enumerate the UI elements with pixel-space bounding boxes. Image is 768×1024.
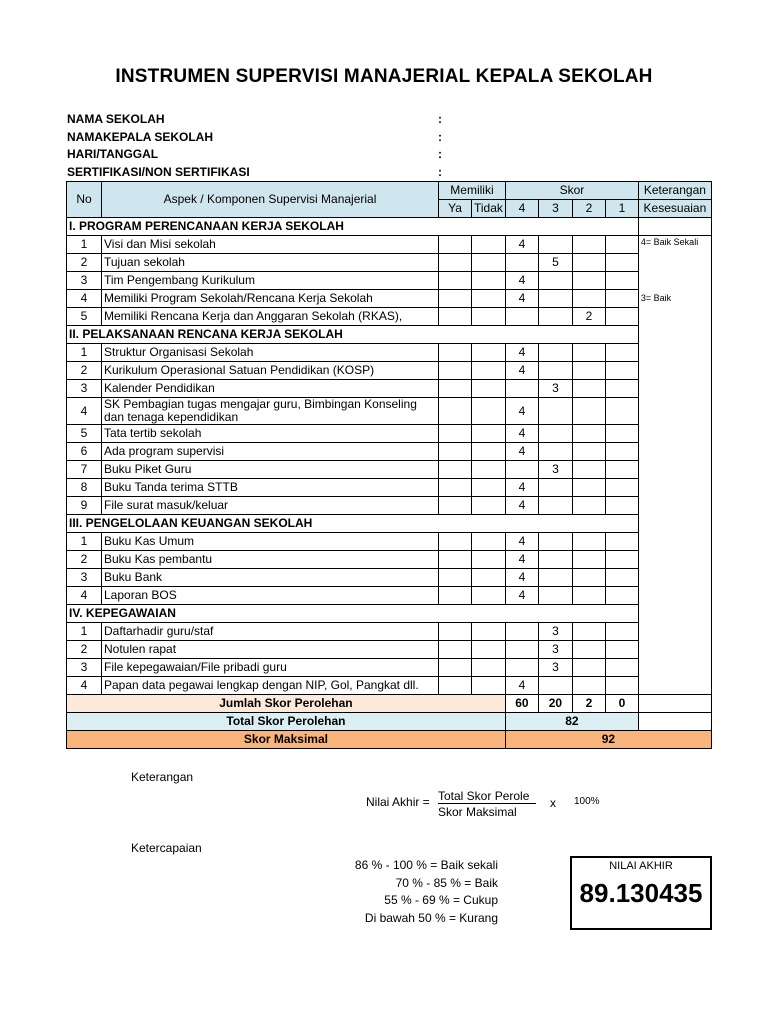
info-row-nama-kepala-sekolah [67, 129, 467, 147]
formula-times: x [550, 796, 556, 810]
row-skor-4: 4 [505, 290, 538, 308]
formula-label: Nilai Akhir = [366, 795, 430, 809]
row-ya [439, 236, 472, 254]
row-tidak [472, 290, 506, 308]
row-item: Visi dan Misi sekolah [102, 236, 439, 254]
row-skor-3 [538, 551, 572, 569]
row-item: Buku Kas pembantu [102, 551, 439, 569]
keterangan-cell [638, 659, 711, 677]
row-ya [439, 587, 472, 605]
formula-numerator: Total Skor Perole [438, 789, 536, 804]
header-aspek: Aspek / Komponen Supervisi Manajerial [102, 182, 439, 218]
row-ya [439, 308, 472, 326]
row-skor-3 [538, 497, 572, 515]
row-skor-2 [572, 659, 605, 677]
row-no: 2 [67, 551, 102, 569]
row-no: 5 [67, 308, 102, 326]
nilai-akhir-box [570, 856, 712, 930]
jumlah-skor-1: 0 [605, 695, 638, 713]
info-label: NAMAKEPALA SEKOLAH [67, 129, 213, 144]
row-skor-2 [572, 677, 605, 695]
keterangan-cell [638, 254, 711, 272]
row-skor-4: 4 [505, 236, 538, 254]
row-tidak [472, 677, 506, 695]
row-skor-2 [572, 533, 605, 551]
info-block [67, 111, 467, 181]
row-skor-3: 3 [538, 461, 572, 479]
keterangan-cell [638, 362, 711, 380]
formula-percent: 100% [574, 796, 600, 807]
header-ya: Ya [439, 200, 472, 218]
ketercapaian-scale [330, 857, 498, 927]
keterangan-cell [638, 713, 711, 731]
row-item: Papan data pegawai lengkap dengan NIP, Gol, Pangkat dll. [102, 677, 439, 695]
row-no: 4 [67, 398, 102, 425]
keterangan-cell [638, 605, 711, 623]
row-item: Buku Tanda terima STTB [102, 479, 439, 497]
row-no: 1 [67, 236, 102, 254]
scale-item: 55 % - 69 % = Cukup [384, 893, 498, 907]
row-skor-4: 4 [505, 587, 538, 605]
row-skor-4 [505, 254, 538, 272]
row-ya [439, 659, 472, 677]
jumlah-skor-4: 60 [505, 695, 538, 713]
table-row [67, 236, 712, 254]
row-skor-3: 5 [538, 254, 572, 272]
table-row [67, 254, 712, 272]
row-tidak [472, 344, 506, 362]
row-skor-2 [572, 344, 605, 362]
row-item: File surat masuk/keluar [102, 497, 439, 515]
row-skor-1 [605, 308, 638, 326]
row-tidak [472, 236, 506, 254]
row-ya [439, 479, 472, 497]
table-row [67, 677, 712, 695]
row-skor-1 [605, 533, 638, 551]
row-skor-4 [505, 308, 538, 326]
ketercapaian-label: Ketercapaian [131, 841, 202, 855]
table-row [67, 641, 712, 659]
row-item: Tata tertib sekolah [102, 425, 439, 443]
row-skor-3 [538, 587, 572, 605]
row-ya [439, 398, 472, 425]
row-skor-2 [572, 551, 605, 569]
row-item: Daftarhadir guru/staf [102, 623, 439, 641]
row-skor-1 [605, 641, 638, 659]
row-skor-3 [538, 569, 572, 587]
scale-item: 86 % - 100 % = Baik sekali [354, 858, 498, 872]
row-skor-2 [572, 362, 605, 380]
row-skor-2 [572, 497, 605, 515]
section-title: II. PELAKSANAAN RENCANA KERJA SEKOLAH [67, 326, 639, 344]
row-skor-3 [538, 236, 572, 254]
row-no: 3 [67, 380, 102, 398]
row-skor-1 [605, 236, 638, 254]
keterangan-cell [638, 308, 711, 326]
row-skor-2 [572, 623, 605, 641]
row-no: 1 [67, 623, 102, 641]
nilai-akhir-label: NILAI AKHIR [609, 860, 673, 872]
row-skor-4: 4 [505, 344, 538, 362]
row-skor-1 [605, 344, 638, 362]
table-row [67, 308, 712, 326]
row-skor-4 [505, 380, 538, 398]
keterangan-cell [638, 587, 711, 605]
row-no: 1 [67, 533, 102, 551]
row-item: Struktur Organisasi Sekolah [102, 344, 439, 362]
row-skor-2 [572, 254, 605, 272]
keterangan-cell [638, 497, 711, 515]
row-skor-1 [605, 623, 638, 641]
keterangan-cell [638, 380, 711, 398]
row-no: 3 [67, 569, 102, 587]
row-skor-2 [572, 380, 605, 398]
section-row [67, 605, 712, 623]
row-skor-4: 4 [505, 479, 538, 497]
keterangan-cell [638, 326, 711, 344]
row-item: Tujuan sekolah [102, 254, 439, 272]
table-row [67, 398, 712, 425]
row-tidak [472, 308, 506, 326]
info-colon: : [438, 112, 442, 126]
keterangan-label: Keterangan [131, 770, 194, 784]
table-row [67, 290, 712, 308]
row-ya [439, 344, 472, 362]
row-skor-2 [572, 479, 605, 497]
row-item: SK Pembagian tugas mengajar guru, Bimbingan Konseling dan tenaga kependidikan [102, 398, 439, 425]
row-item: Memiliki Program Sekolah/Rencana Kerja Sekolah [102, 290, 439, 308]
row-no: 4 [67, 677, 102, 695]
row-tidak [472, 272, 506, 290]
jumlah-skor-2: 2 [572, 695, 605, 713]
row-skor-1 [605, 380, 638, 398]
keterangan-cell [638, 479, 711, 497]
row-skor-3 [538, 290, 572, 308]
table-row [67, 443, 712, 461]
row-ya [439, 425, 472, 443]
row-skor-2 [572, 641, 605, 659]
row-skor-4 [505, 623, 538, 641]
row-no: 7 [67, 461, 102, 479]
table-row [67, 425, 712, 443]
row-ya [439, 497, 472, 515]
row-skor-2 [572, 443, 605, 461]
row-ya [439, 290, 472, 308]
row-no: 4 [67, 290, 102, 308]
row-skor-1 [605, 659, 638, 677]
row-skor-4: 4 [505, 443, 538, 461]
row-skor-1 [605, 443, 638, 461]
row-skor-1 [605, 497, 638, 515]
row-no: 3 [67, 272, 102, 290]
row-item: Memiliki Rencana Kerja dan Anggaran Sekolah (RKAS), [102, 308, 439, 326]
keterangan-note: 4= Baik Sekali [638, 236, 711, 254]
row-skor-2 [572, 587, 605, 605]
row-skor-1 [605, 479, 638, 497]
row-skor-4: 4 [505, 362, 538, 380]
total-row [67, 713, 712, 731]
maksimal-row [67, 731, 712, 749]
keterangan-cell [638, 272, 711, 290]
row-ya [439, 569, 472, 587]
row-skor-1 [605, 254, 638, 272]
jumlah-label: Jumlah Skor Perolehan [67, 695, 506, 713]
table-row [67, 497, 712, 515]
row-ya [439, 272, 472, 290]
row-ya [439, 461, 472, 479]
row-ya [439, 254, 472, 272]
table-row [67, 362, 712, 380]
row-tidak [472, 461, 506, 479]
row-skor-4: 4 [505, 533, 538, 551]
info-row-hari-tanggal [67, 146, 467, 164]
keterangan-cell [638, 425, 711, 443]
row-ya [439, 623, 472, 641]
nilai-akhir-value: 89.130435 [579, 878, 703, 908]
info-label: NAMA SEKOLAH [67, 112, 165, 126]
supervisi-table [66, 181, 712, 749]
row-item: Kalender Pendidikan [102, 380, 439, 398]
row-tidak [472, 641, 506, 659]
section-row [67, 326, 712, 344]
table-row [67, 533, 712, 551]
header-skor-3: 3 [538, 200, 572, 218]
header-skor: Skor [505, 182, 638, 200]
table-row [67, 659, 712, 677]
scale-item: Di bawah 50 % = Kurang [364, 910, 498, 925]
header-no: No [67, 182, 102, 218]
keterangan-cell [638, 515, 711, 533]
row-item: Laporan BOS [102, 587, 439, 605]
scale-item: 70 % - 85 % = Baik [395, 875, 498, 890]
row-skor-1 [605, 551, 638, 569]
row-tidak [472, 425, 506, 443]
row-skor-3 [538, 443, 572, 461]
row-tidak [472, 443, 506, 461]
row-tidak [472, 497, 506, 515]
row-skor-1 [605, 290, 638, 308]
row-skor-4: 4 [505, 497, 538, 515]
row-item: Buku Piket Guru [102, 461, 439, 479]
row-tidak [472, 398, 506, 425]
row-no: 2 [67, 254, 102, 272]
row-skor-1 [605, 362, 638, 380]
row-no: 3 [67, 659, 102, 677]
row-skor-3 [538, 362, 572, 380]
row-tidak [472, 254, 506, 272]
row-item: Buku Bank [102, 569, 439, 587]
row-skor-4: 4 [505, 551, 538, 569]
row-skor-1 [605, 587, 638, 605]
row-item: File kepegawaian/File pribadi guru [102, 659, 439, 677]
table-row [67, 344, 712, 362]
row-skor-3 [538, 344, 572, 362]
info-colon: : [438, 129, 442, 144]
row-skor-3 [538, 479, 572, 497]
row-skor-4 [505, 659, 538, 677]
row-skor-3: 3 [538, 380, 572, 398]
row-skor-4: 4 [505, 272, 538, 290]
row-skor-1 [605, 677, 638, 695]
keterangan-cell [638, 461, 711, 479]
maksimal-value: 92 [505, 731, 711, 749]
table-row [67, 461, 712, 479]
row-skor-3 [538, 398, 572, 425]
row-tidak [472, 587, 506, 605]
keterangan-note: 3= Baik [638, 290, 711, 308]
keterangan-cell [638, 677, 711, 695]
row-skor-3 [538, 533, 572, 551]
table-row [67, 272, 712, 290]
row-skor-4 [505, 641, 538, 659]
row-skor-4: 4 [505, 398, 538, 425]
jumlah-row [67, 695, 712, 713]
header-row [67, 182, 712, 200]
table-row [67, 569, 712, 587]
row-item: Ada program supervisi [102, 443, 439, 461]
row-item: Tim Pengembang Kurikulum [102, 272, 439, 290]
section-row [67, 515, 712, 533]
header-skor-4: 4 [505, 200, 538, 218]
row-skor-4: 4 [505, 677, 538, 695]
row-tidak [472, 623, 506, 641]
row-no: 4 [67, 587, 102, 605]
row-skor-2 [572, 569, 605, 587]
row-skor-1 [605, 569, 638, 587]
section-row [67, 218, 712, 236]
info-colon: : [438, 147, 442, 161]
row-no: 2 [67, 641, 102, 659]
keterangan-cell [638, 443, 711, 461]
row-skor-2 [572, 290, 605, 308]
row-tidak [472, 551, 506, 569]
row-skor-3: 3 [538, 623, 572, 641]
section-title: III. PENGELOLAAN KEUANGAN SEKOLAH [67, 515, 639, 533]
row-ya [439, 380, 472, 398]
info-label: SERTIFIKASI/NON SERTIFIKASI [67, 164, 250, 179]
row-no: 2 [67, 362, 102, 380]
row-skor-4: 4 [505, 425, 538, 443]
row-no: 6 [67, 443, 102, 461]
page-title: INSTRUMEN SUPERVISI MANAJERIAL KEPALA SEKOLAH [115, 66, 653, 87]
header-kesesuaian: Kesesuaian [638, 200, 711, 218]
row-skor-2 [572, 398, 605, 425]
table-row [67, 380, 712, 398]
keterangan-cell [638, 533, 711, 551]
table-row [67, 551, 712, 569]
header-skor-2: 2 [572, 200, 605, 218]
row-item: Notulen rapat [102, 641, 439, 659]
keterangan-cell [638, 551, 711, 569]
row-tidak [472, 380, 506, 398]
row-ya [439, 443, 472, 461]
info-row-nama-sekolah [67, 111, 467, 129]
row-ya [439, 641, 472, 659]
row-skor-3: 3 [538, 659, 572, 677]
row-skor-3 [538, 308, 572, 326]
row-tidak [472, 533, 506, 551]
row-no: 8 [67, 479, 102, 497]
keterangan-cell [638, 695, 711, 713]
header-skor-1: 1 [605, 200, 638, 218]
keterangan-cell [638, 344, 711, 362]
row-tidak [472, 659, 506, 677]
row-no: 1 [67, 344, 102, 362]
row-skor-4: 4 [505, 569, 538, 587]
section-title: I. PROGRAM PERENCANAAN KERJA SEKOLAH [67, 218, 639, 236]
row-tidak [472, 362, 506, 380]
row-skor-2 [572, 461, 605, 479]
row-skor-3 [538, 425, 572, 443]
row-skor-3: 3 [538, 641, 572, 659]
row-item: Kurikulum Operasional Satuan Pendidikan (KOSP) [102, 362, 439, 380]
total-label: Total Skor Perolehan [67, 713, 506, 731]
keterangan-cell [638, 641, 711, 659]
info-row-sertifikasi [67, 164, 467, 182]
table-row [67, 623, 712, 641]
section-title: IV. KEPEGAWAIAN [67, 605, 639, 623]
row-skor-2: 2 [572, 308, 605, 326]
info-colon: : [438, 164, 442, 179]
row-no: 9 [67, 497, 102, 515]
row-skor-2 [572, 425, 605, 443]
table-row [67, 479, 712, 497]
row-skor-1 [605, 425, 638, 443]
row-item: Buku Kas Umum [102, 533, 439, 551]
row-skor-2 [572, 272, 605, 290]
jumlah-skor-3: 20 [538, 695, 572, 713]
row-ya [439, 551, 472, 569]
row-skor-3 [538, 272, 572, 290]
header-memiliki: Memiliki [439, 182, 506, 200]
keterangan-cell [638, 623, 711, 641]
row-tidak [472, 569, 506, 587]
keterangan-cell [638, 398, 711, 425]
keterangan-cell [638, 218, 711, 236]
row-no: 5 [67, 425, 102, 443]
table-row [67, 587, 712, 605]
row-tidak [472, 479, 506, 497]
row-skor-1 [605, 272, 638, 290]
header-keterangan: Keterangan [638, 182, 711, 200]
row-skor-1 [605, 398, 638, 425]
row-skor-1 [605, 461, 638, 479]
keterangan-cell [638, 569, 711, 587]
row-skor-2 [572, 236, 605, 254]
row-ya [439, 362, 472, 380]
row-ya [439, 677, 472, 695]
total-value: 82 [505, 713, 638, 731]
row-skor-4 [505, 461, 538, 479]
formula-denominator: Skor Maksimal [438, 805, 517, 819]
info-label: HARI/TANGGAL [67, 147, 159, 161]
row-ya [439, 533, 472, 551]
maksimal-label: Skor Maksimal [67, 731, 506, 749]
header-tidak: Tidak [472, 200, 506, 218]
row-skor-3 [538, 677, 572, 695]
